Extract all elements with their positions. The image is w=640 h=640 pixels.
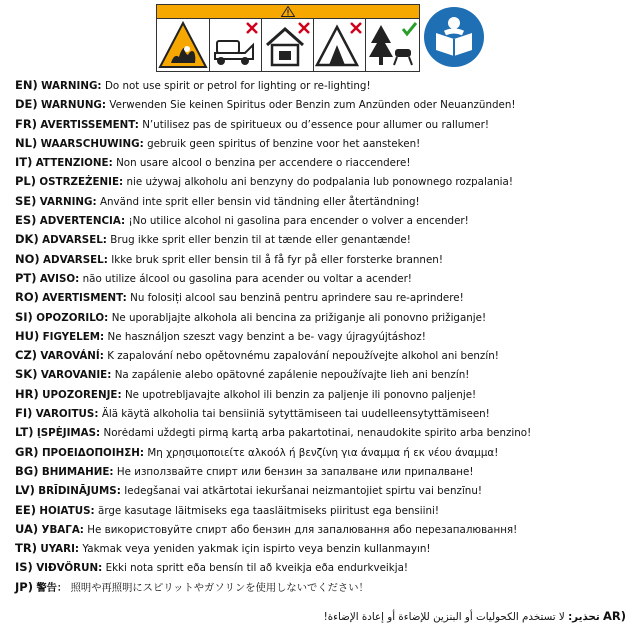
- warning-text: Do not use spirit or petrol for lighting or re-lighting!: [104, 80, 371, 92]
- warning-label: ADVARSEL:: [42, 234, 107, 247]
- language-code: (AR: [602, 609, 626, 623]
- no-tent-icon: [313, 19, 366, 71]
- warning-label: AVISO:: [39, 272, 80, 285]
- warning-text: Μη χρησιμοποιείτε αλκοόλ ή βενζίνη για άναμμα ή εκ νέου άναμμα!: [147, 446, 499, 459]
- warning-text: Na zapálenie alebo opätovné zapálenie nepoužívajte lieh ani benzín!: [114, 369, 470, 382]
- warning-text: Verwenden Sie keinen Spiritus oder Benzin zum Anzünden oder Neuanzünden!: [109, 99, 516, 112]
- warning-line: [15, 95, 630, 114]
- warning-text: Älä käytä alkoholia tai bensiiniä sytyttämiseen tai uudelleensytyttämiseen!: [101, 408, 490, 421]
- warning-label: VAROITUS:: [35, 408, 99, 421]
- warning-text: Brug ikke sprit eller benzin til at tænde eller genantænde!: [110, 234, 411, 247]
- warning-label: AVERTISSEMENT:: [40, 118, 139, 131]
- language-code: NL): [15, 135, 38, 150]
- warning-label: 警告：: [36, 581, 68, 594]
- language-code: RO): [15, 290, 39, 305]
- warning-line: [15, 115, 630, 134]
- warning-line: [15, 153, 630, 172]
- language-code: IT): [15, 155, 33, 170]
- warning-text: Non usare alcool o benzina per accendere o riaccendere!: [116, 157, 411, 170]
- warning-line: [15, 481, 630, 500]
- warning-label: AVERTISMENT:: [42, 292, 127, 305]
- language-code: ES): [15, 213, 37, 228]
- warning-line: [15, 365, 630, 384]
- warning-label: VAROVÁNÍ:: [40, 350, 104, 363]
- warning-label: VAROVANIE:: [40, 369, 112, 382]
- warning-label: ВНИМАНИЕ:: [41, 465, 114, 478]
- warning-line: [15, 327, 630, 346]
- warning-line: [15, 134, 630, 153]
- warning-label: HOIATUS:: [39, 504, 95, 517]
- warning-line: [15, 423, 630, 442]
- warning-label: ΠΡΟΕΙΔΟΠΟΙΗΣΗ:: [41, 446, 145, 459]
- outdoor-use-ok-icon: [365, 19, 419, 71]
- warning-bar: [157, 5, 419, 19]
- language-code: CZ): [15, 348, 38, 363]
- language-code: JP): [15, 579, 33, 594]
- warning-line: [15, 520, 630, 539]
- read-manual-icon: [423, 6, 485, 68]
- warning-text: Norėdami uždegti pirmą kartą arba pakartotinai, nenaudokite spirito arba benzino!: [103, 427, 532, 440]
- warning-text: Не використовуйте спирт або бензин для запалювання або перезапалювання!: [87, 523, 518, 536]
- warning-text: Не използвайте спирт или бензин за запалване или припалване!: [116, 465, 474, 478]
- language-code: FI): [15, 406, 33, 421]
- warning-label: UYARI:: [40, 543, 80, 556]
- warning-label: WARNING:: [41, 80, 102, 92]
- warning-line: [15, 404, 630, 423]
- warning-text: لا تستخدم الكحوليات أو البنزين للإضاءة أو إعادة الإضاءة!: [323, 611, 565, 623]
- language-code: EE): [15, 502, 36, 517]
- warning-line: [15, 501, 630, 520]
- warning-label: OSTRZEŻENIE:: [39, 176, 124, 189]
- warning-label: VIÐVÖRUN:: [36, 562, 103, 575]
- language-code: FR): [15, 116, 37, 131]
- language-code: EN): [15, 78, 38, 92]
- warning-line-arabic: [324, 606, 626, 626]
- warning-text: Iedegšanai vai atkārtotai iekuršanai neizmantojiet spirtu vai benzīnu!: [124, 485, 482, 498]
- warning-text: Ne uporabljajte alkohola ali bencina za prižiganje ali ponovno prižiganje!: [111, 311, 487, 324]
- language-code: DE): [15, 97, 38, 112]
- warning-line: [15, 443, 630, 462]
- warning-label: VARNING:: [39, 195, 97, 208]
- warning-text: Ne használjon szeszt vagy benzint a be- vagy újragyújtáshoz!: [107, 330, 426, 343]
- language-code: IS): [15, 560, 33, 575]
- warning-text: Använd inte sprit eller bensin vid tändning eller återtändning!: [99, 195, 420, 208]
- warning-label: УВАГА:: [41, 523, 84, 536]
- warning-text: N’utilisez pas de spiritueux ou d’essence pour allumer ou rallumer!: [142, 118, 489, 131]
- warning-line: [15, 346, 630, 365]
- warning-line: [15, 462, 630, 481]
- warning-flame-icon: [157, 19, 210, 71]
- language-code: TR): [15, 541, 37, 556]
- language-code: PL): [15, 174, 37, 189]
- no-house-icon: [261, 19, 314, 71]
- warning-line: [15, 269, 630, 288]
- warning-line: [15, 578, 630, 597]
- language-code: SK): [15, 367, 38, 382]
- language-code: SI): [15, 309, 33, 324]
- language-code: LV): [15, 483, 35, 498]
- language-code: UA): [15, 521, 39, 536]
- language-code: GR): [15, 444, 39, 459]
- warning-label: ADVARSEL:: [43, 253, 108, 266]
- language-code: NO): [15, 251, 40, 266]
- warning-text: 照明や再照明にスピリットやガソリンを使用しないでください！: [70, 581, 369, 594]
- warning-text: ärge kasutage läitmiseks ega taasläitmiseks piiritust ega bensiini!: [98, 504, 440, 517]
- warning-text: ¡No utilice alcohol ni gasolina para encender o volver a encender!: [128, 215, 469, 228]
- warning-list: [15, 76, 630, 597]
- pictogram-strip: [156, 4, 420, 72]
- warning-text: nie używaj alkoholu ani benzyny do podpalania lub ponownego rozpalania!: [126, 176, 513, 189]
- warning-label: BRĪDINĀJUMS:: [38, 485, 121, 498]
- warning-label: تحذير:: [568, 611, 600, 623]
- language-code: DK): [15, 232, 39, 247]
- warning-line: [15, 308, 630, 327]
- language-code: HR): [15, 386, 39, 401]
- warning-text: Ne upotrebljavajte alkohol ili benzin za paljenje ili ponovno paljenje!: [124, 388, 477, 401]
- warning-label: UPOZORENJE:: [42, 388, 122, 401]
- warning-triangle-icon: [281, 6, 295, 17]
- warning-text: Yakmak veya yeniden yakmak için ispirto veya benzin kullanmayın!: [82, 543, 431, 556]
- warning-label: OPOZORILO:: [36, 311, 109, 324]
- warning-line: [15, 211, 630, 230]
- warning-label: WAARSCHUWING:: [40, 137, 144, 150]
- warning-label: ADVERTENCIA:: [39, 215, 126, 228]
- warning-line: [15, 288, 630, 307]
- warning-text: K zapalování nebo opětovnému zapalování nepoužívejte alkohol ani benzín!: [107, 350, 499, 363]
- language-code: SE): [15, 193, 37, 208]
- warning-line: [15, 250, 630, 269]
- warning-text: Ekki nota spritt eða bensín til að kveikja eða endurkveikja!: [105, 562, 409, 575]
- warning-line: [15, 230, 630, 249]
- warning-label: ĮSPĖJIMAS:: [36, 427, 101, 440]
- warning-line: [15, 558, 630, 577]
- warning-line: [15, 172, 630, 191]
- warning-text: Nu folosiți alcool sau benzină pentru aprindere sau re-aprindere!: [130, 292, 464, 305]
- no-grill-icon: [209, 19, 262, 71]
- language-code: PT): [15, 270, 37, 285]
- warning-label: FIGYELEM:: [42, 330, 105, 343]
- language-code: LT): [15, 425, 34, 440]
- language-code: HU): [15, 328, 40, 343]
- warning-line: [15, 385, 630, 404]
- language-code: BG): [15, 463, 39, 478]
- warning-line: [15, 76, 630, 95]
- warning-text: não utilize álcool ou gasolina para acender ou voltar a acender!: [82, 272, 412, 285]
- warning-label: ATTENZIONE:: [35, 157, 113, 170]
- warning-line: [15, 539, 630, 558]
- warning-text: gebruik geen spiritus of benzine voor het aansteken!: [147, 137, 421, 150]
- warning-label: WARNUNG:: [41, 99, 107, 112]
- warning-line: [15, 192, 630, 211]
- warning-text: Ikke bruk sprit eller bensin til å få fyr på eller forsterke brannen!: [111, 253, 443, 266]
